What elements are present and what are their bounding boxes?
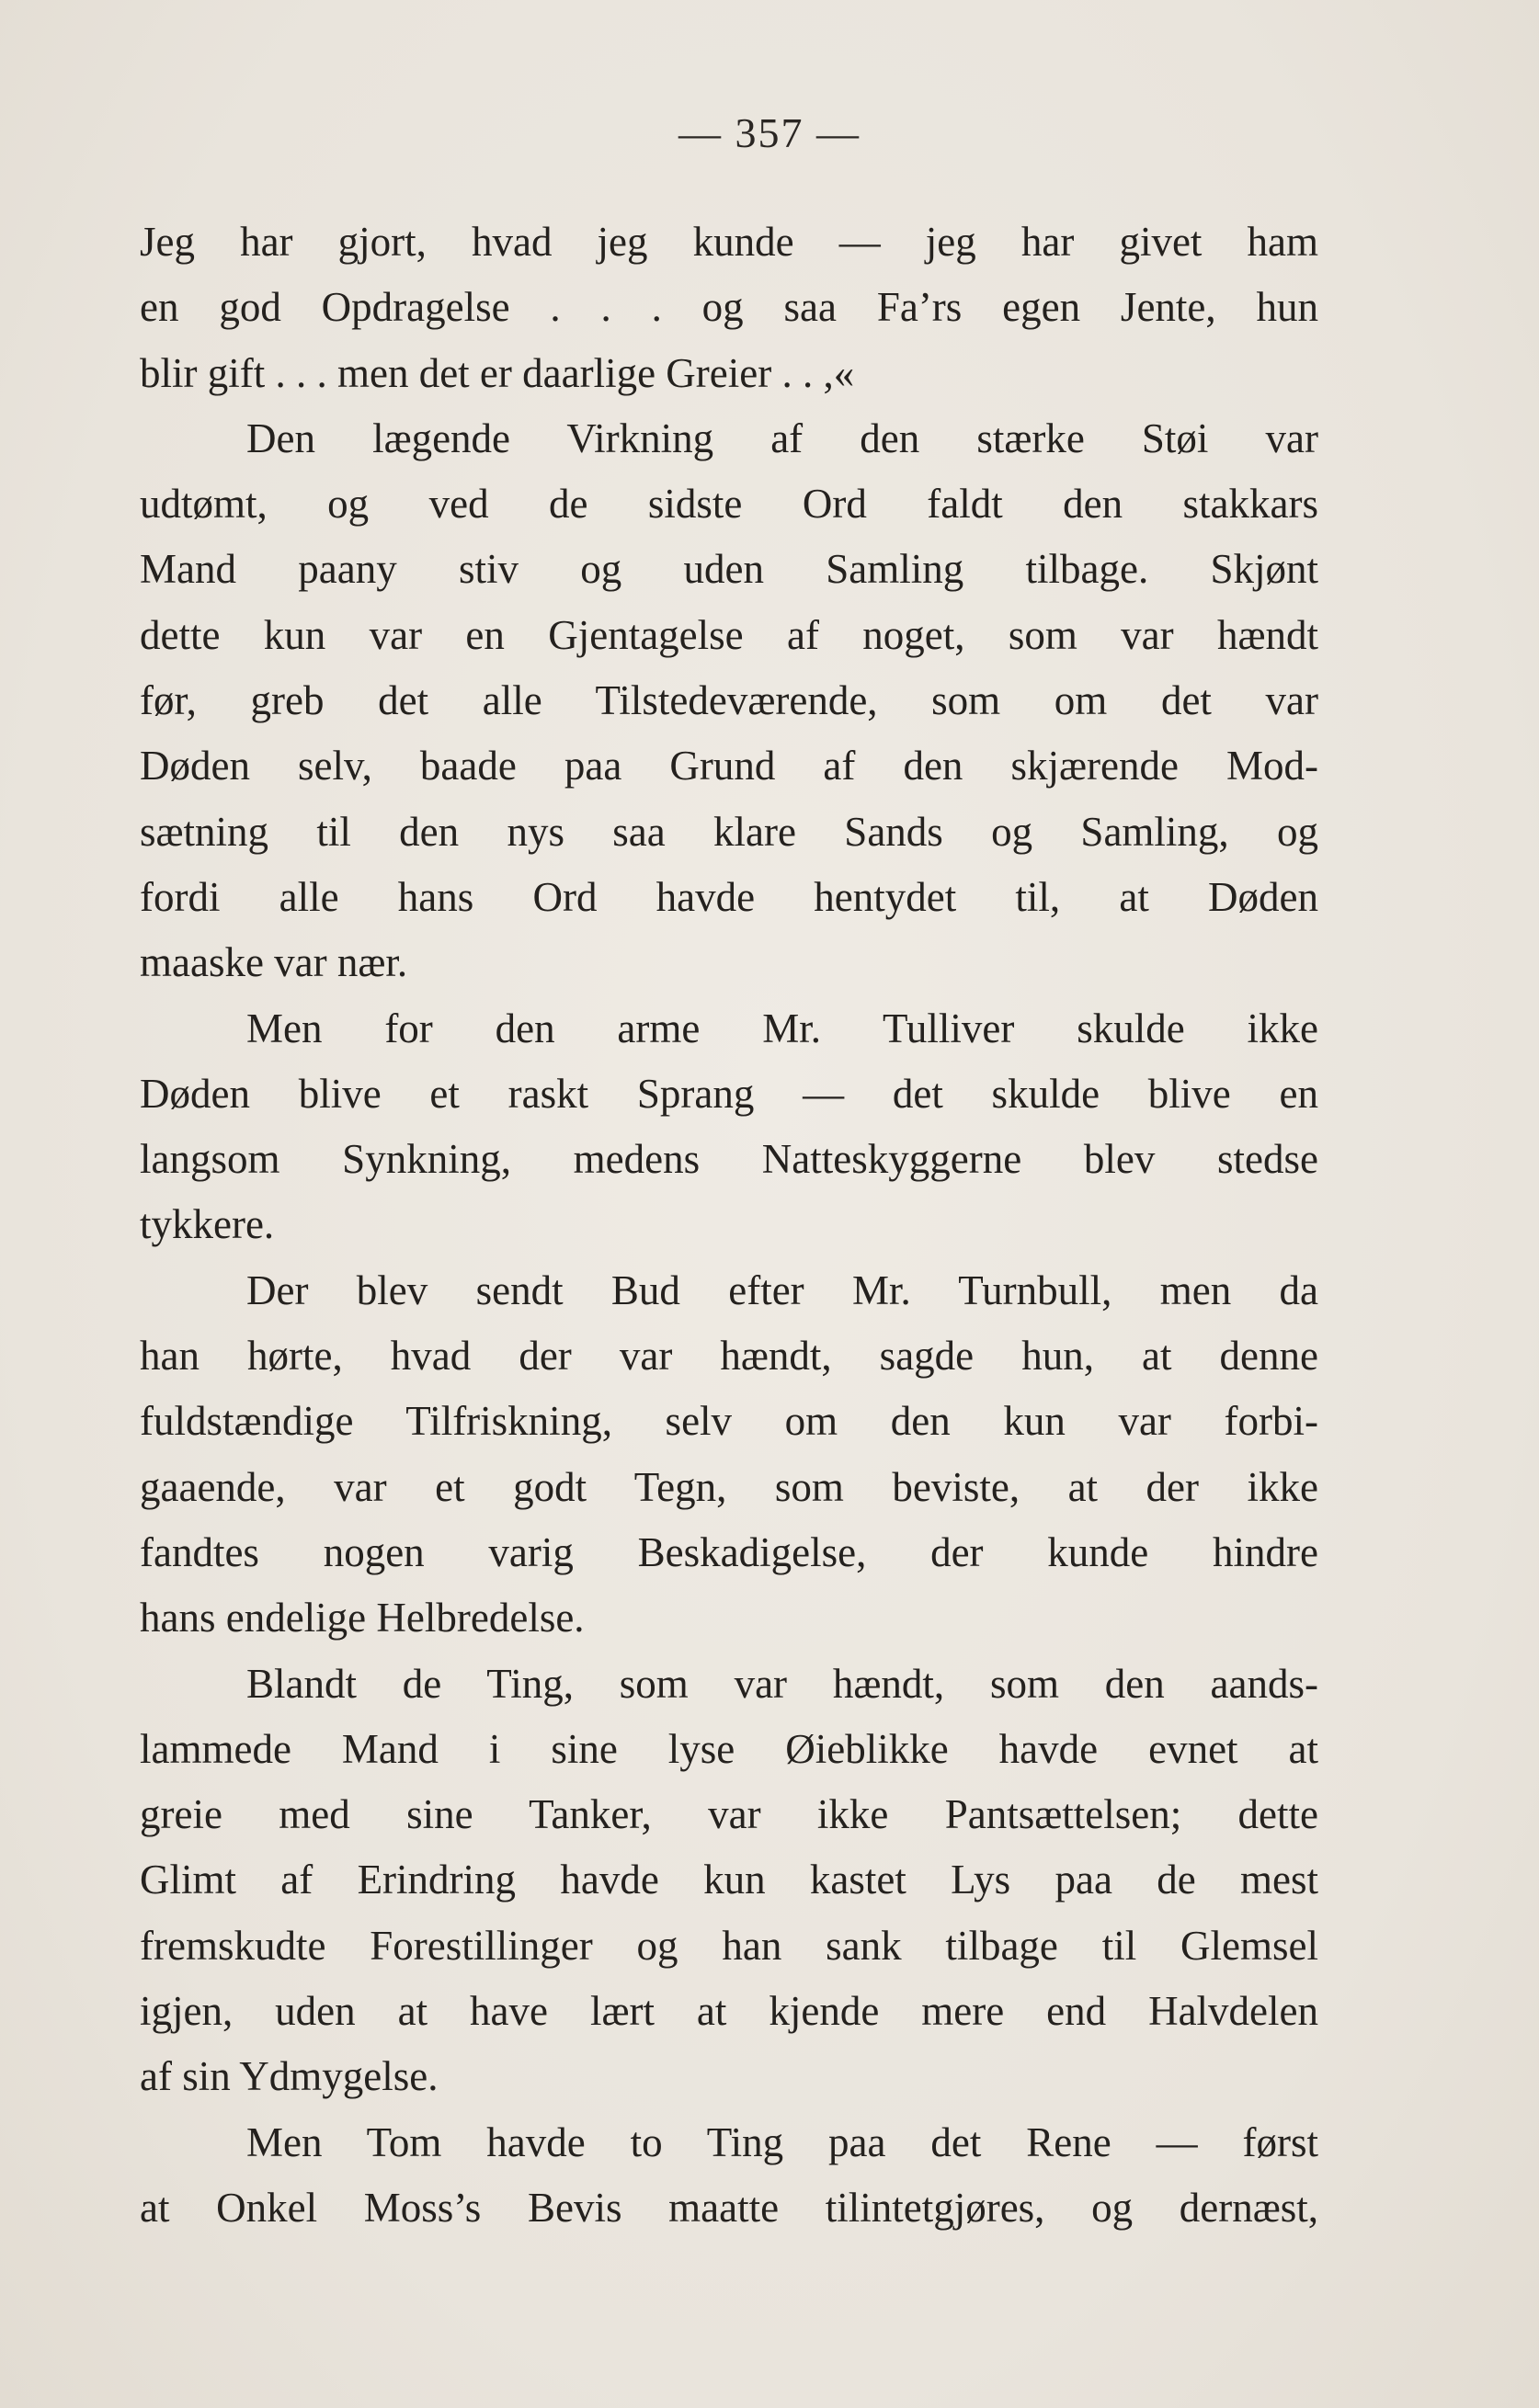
text-line: Men Tom havde to Ting paa det Rene — først xyxy=(246,2118,1318,2165)
text-line: Jeg har gjort, hvad jeg kunde — jeg har givet ham xyxy=(140,219,1318,265)
text-line: Døden selv, baade paa Grund af den skjærende Mod- xyxy=(140,743,1318,789)
text-line: Mand paany stiv og uden Samling tilbage. Skjønt xyxy=(140,546,1318,593)
text-line: sætning til den nys saa klare Sands og Samling, og xyxy=(140,808,1318,855)
text-line: han hørte, hvad der var hændt, sagde hun, at denne xyxy=(140,1333,1318,1380)
text-line: Blandt de Ting, som var hændt, som den aands- xyxy=(246,1660,1318,1707)
text-line: en god Opdragelse . . . og saa Fa’rs egen Jente, hun xyxy=(140,284,1318,331)
page-number: — 357 — xyxy=(678,109,861,156)
body-text xyxy=(140,210,1318,2241)
text-line: før, greb det alle Tilstedeværende, som om det var xyxy=(140,677,1318,724)
text-line: fandtes nogen varig Beskadigelse, der kunde hindre xyxy=(140,1528,1318,1575)
text-line: fordi alle hans Ord havde hentydet til, at Døden xyxy=(140,873,1318,920)
text-line: af sin Ydmygelse. xyxy=(140,2053,439,2100)
text-line: blir gift . . . men det er daarlige Greier . . ,« xyxy=(140,349,855,396)
text-line: maaske var nær. xyxy=(140,939,408,986)
text-line: Men for den arme Mr. Tulliver skulde ikke xyxy=(246,1005,1318,1051)
text-line: Døden blive et raskt Sprang — det skulde blive en xyxy=(140,1070,1318,1117)
text-line: lammede Mand i sine lyse Øieblikke havde evnet at xyxy=(140,1725,1318,1772)
text-line: dette kun var en Gjentagelse af noget, som var hændt xyxy=(140,611,1318,658)
text-line: fuldstændige Tilfriskning, selv om den kun var forbi- xyxy=(140,1398,1318,1445)
text-line: Den lægende Virkning af den stærke Støi var xyxy=(246,415,1318,461)
text-line: greie med sine Tanker, var ikke Pantsættelsen; dette xyxy=(140,1791,1318,1838)
text-line: gaaende, var et godt Tegn, som beviste, at der ikke xyxy=(140,1463,1318,1510)
text-line: Der blev sendt Bud efter Mr. Turnbull, men da xyxy=(246,1266,1318,1313)
text-line: at Onkel Moss’s Bevis maatte tilintetgjøres, og dernæst, xyxy=(140,2184,1318,2231)
text-line: igjen, uden at have lært at kjende mere end Halvdelen xyxy=(140,1988,1318,2035)
text-line: udtømt, og ved de sidste Ord faldt den stakkars xyxy=(140,481,1318,528)
text-line: tykkere. xyxy=(140,1201,275,1248)
text-line: hans endelige Helbredelse. xyxy=(140,1595,585,1641)
text-line: Glimt af Erindring havde kun kastet Lys paa de mest xyxy=(140,1857,1318,1903)
text-line: fremskudte Forestillinger og han sank tilbage til Glemsel xyxy=(140,1922,1318,1969)
text-line: langsom Synkning, medens Natteskyggerne blev stedse xyxy=(140,1136,1318,1183)
